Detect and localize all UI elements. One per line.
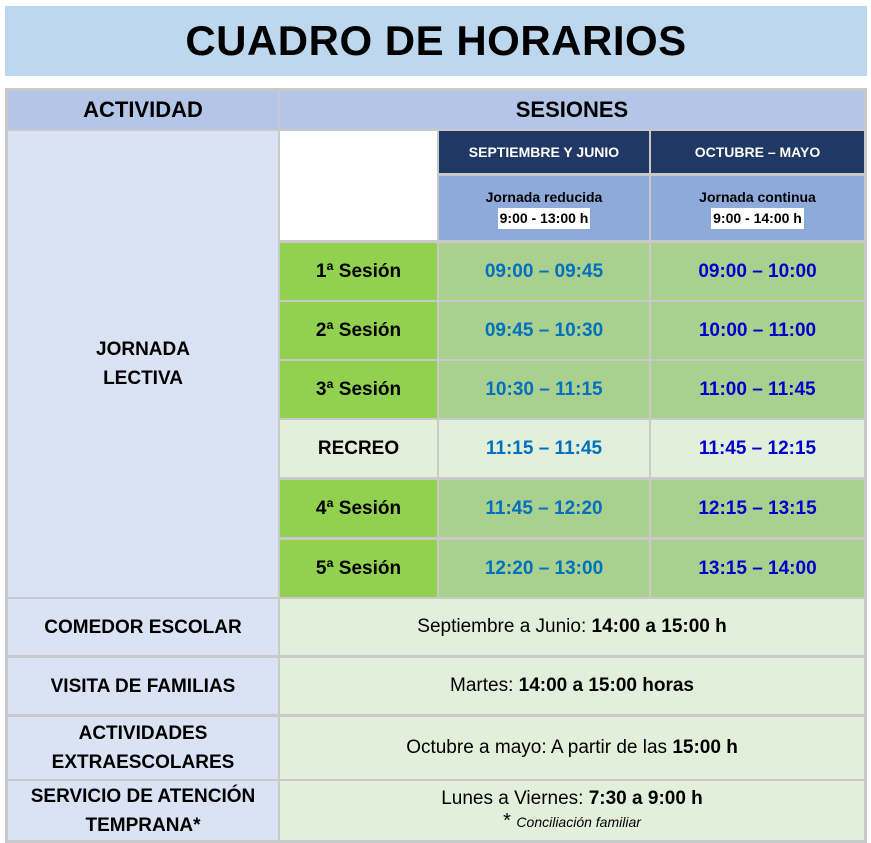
extraescolares-schedule: [280, 717, 864, 779]
blank-corner: [280, 131, 437, 240]
footnote: [503, 810, 641, 833]
session-time-continuous: 12:15 – 13:15: [651, 480, 864, 537]
activity-visita-familias: VISITA DE FAMILIAS: [8, 658, 278, 714]
schedule-table: [5, 88, 867, 843]
atencion-temprana-schedule: [280, 781, 864, 840]
activity-atencion-temprana: [8, 781, 278, 840]
schedule-value: 14:00 a 15:00 horas: [518, 675, 694, 696]
schedule-type: Jornada continua: [699, 189, 816, 205]
schedule-value: 14:00 a 15:00 h: [591, 616, 727, 637]
schedule-value: 15:00 h: [672, 737, 738, 758]
session-time-reduced: 09:45 – 10:30: [439, 302, 649, 359]
schedule-prefix: Martes:: [450, 675, 519, 696]
period-sept-june: SEPTIEMBRE Y JUNIO: [439, 131, 649, 173]
footnote-text: Conciliación familiar: [516, 814, 641, 830]
session-label: 5ª Sesión: [280, 540, 437, 597]
session-time-continuous: 13:15 – 14:00: [651, 540, 864, 597]
session-label: 1ª Sesión: [280, 243, 437, 300]
schedule-type: Jornada reducida: [485, 189, 603, 205]
activity-line2: EXTRAESCOLARES: [51, 752, 235, 773]
jornada-continua: [651, 176, 864, 240]
session-label: 2ª Sesión: [280, 302, 437, 359]
recreo-label: RECREO: [280, 420, 437, 477]
recreo-time-reduced: 11:15 – 11:45: [439, 420, 649, 477]
session-label: 3ª Sesión: [280, 361, 437, 418]
session-time-continuous: 09:00 – 10:00: [651, 243, 864, 300]
session-time-reduced: 10:30 – 11:15: [439, 361, 649, 418]
jornada-line2: LECTIVA: [103, 368, 183, 389]
activity-line2: TEMPRANA*: [85, 814, 201, 836]
activity-comedor: COMEDOR ESCOLAR: [8, 599, 278, 655]
schedule-hours: 9:00 - 14:00 h: [711, 208, 804, 229]
session-time-reduced: 09:00 – 09:45: [439, 243, 649, 300]
activity-line1: ACTIVIDADES: [78, 723, 208, 744]
comedor-schedule: [280, 599, 864, 655]
schedule-prefix: Septiembre a Junio:: [417, 616, 592, 637]
schedule-hours: 9:00 - 13:00 h: [498, 208, 591, 229]
jornada-line1: JORNADA: [96, 339, 190, 360]
page-title: CUADRO DE HORARIOS: [185, 17, 687, 64]
period-oct-may: OCTUBRE – MAYO: [651, 131, 864, 173]
session-time-continuous: 11:00 – 11:45: [651, 361, 864, 418]
header-sessions: SESIONES: [280, 91, 864, 129]
activity-extraescolares: [8, 717, 278, 779]
schedule-prefix: Lunes a Viernes:: [441, 788, 589, 809]
session-time-reduced: 11:45 – 12:20: [439, 480, 649, 537]
session-time-continuous: 10:00 – 11:00: [651, 302, 864, 359]
visita-schedule: [280, 658, 864, 714]
schedule-value: 7:30 a 9:00 h: [588, 788, 703, 809]
activity-jornada-lectiva: [8, 131, 278, 597]
schedule-prefix: Octubre a mayo: A partir de las: [406, 737, 673, 758]
footnote-mark: *: [503, 810, 511, 832]
activity-line1: SERVICIO DE ATENCIÓN: [30, 785, 256, 807]
header-activity: ACTIVIDAD: [8, 91, 278, 129]
title-bar: [5, 6, 867, 76]
session-time-reduced: 12:20 – 13:00: [439, 540, 649, 597]
jornada-reducida: [439, 176, 649, 240]
recreo-time-continuous: 11:45 – 12:15: [651, 420, 864, 477]
session-label: 4ª Sesión: [280, 480, 437, 537]
